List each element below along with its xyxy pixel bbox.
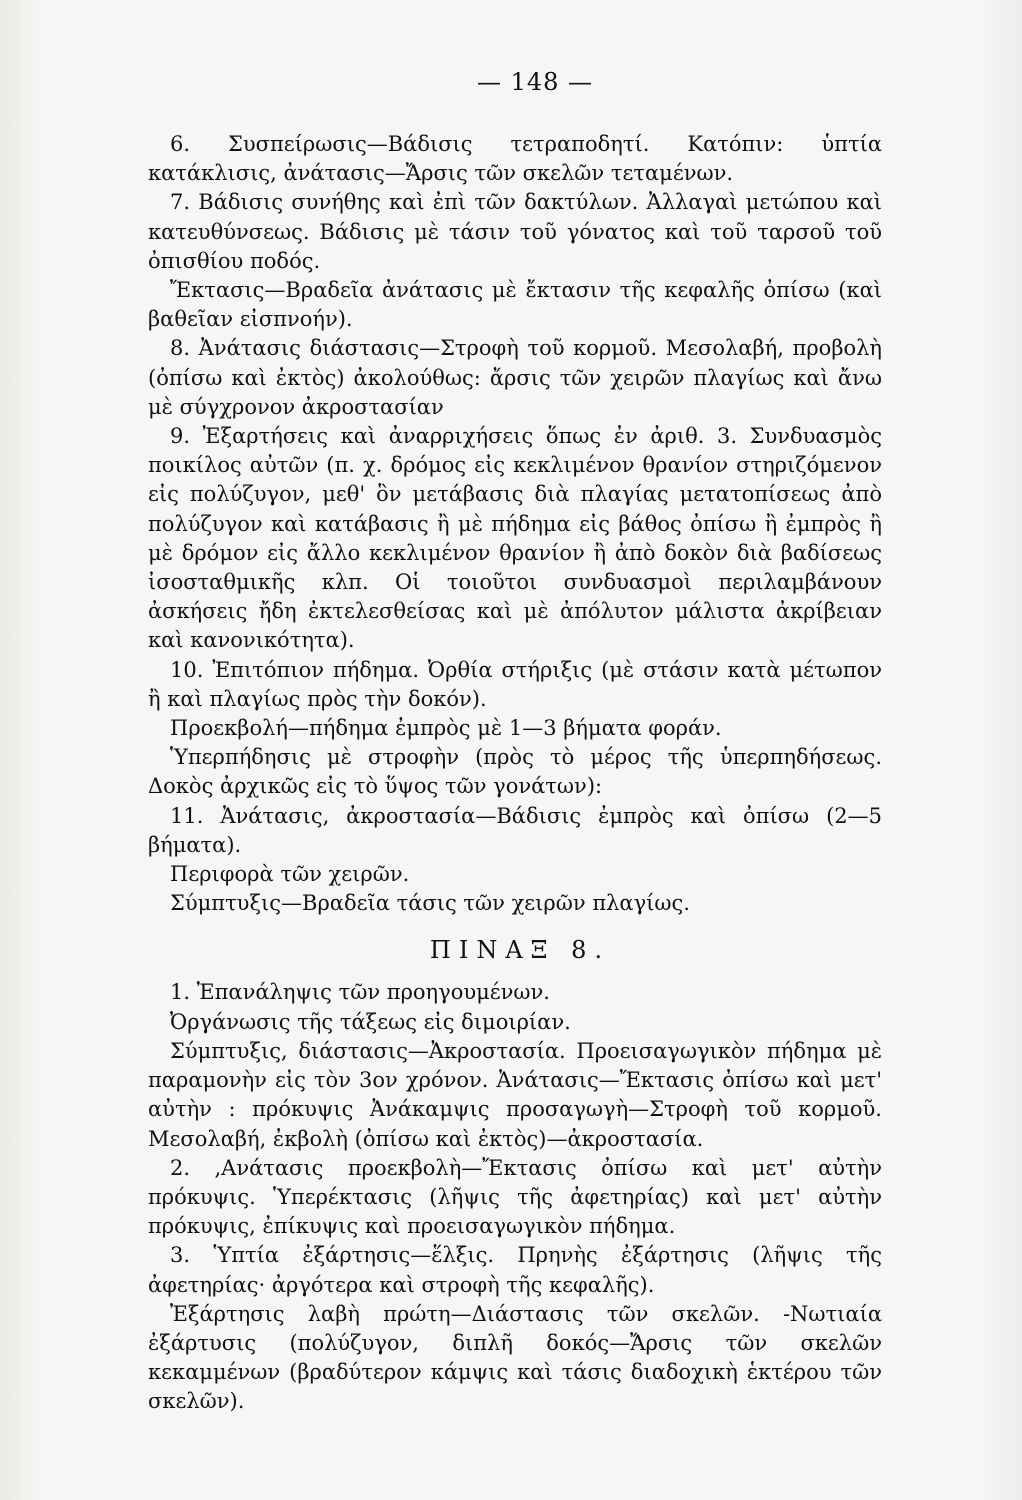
table8-item-1: 1. Ἐπανάληψις τῶν προηγουμένων. [170, 980, 550, 1005]
page-number: — 148 — [476, 68, 594, 96]
table8-symptyxis: Σύμπτυξις, διάστασις—Ἀκροστασία. Προεισαγωγικὸν πήδημα μὲ παραμονὴν εἰς τὸν 3ον χρόνον. Ἀνάτασις—Ἔκτασις ὀπίσω καὶ μετ' αὐτὴν : πρόκυψις Ἀνάκαμψις προσαγωγὴ—Στροφὴ τοῦ κορμοῦ. Μεσολαβή, ἐκβολὴ (ὀπίσω καὶ ἐκτὸς)—ἀκροστασία. [148, 1038, 882, 1151]
table8-item-3: 3. Ὑπτία ἐξάρτησις—ἕλξις. Πρηνὴς ἐξάρτησις (λῆψις τῆς ἀφετηρίας· ἀργότερα καὶ στροφὴ τῆς κεφαλῆς). [148, 1243, 882, 1297]
paragraph-periphora: Περιφορὰ τῶν χειρῶν. [170, 862, 410, 887]
table8-item-2: 2. ,Ανάτασις προεκβολὴ—Ἔκτασις ὀπίσω καὶ μετ' αὐτὴν πρόκυψις. Ὑπερέκτασις (λῆψις τῆς ἀφετηρίας) καὶ μετ' αὐτὴν πρόκυψις, ἐπίκυψις καὶ προεισαγωγικὸν πήδημα. [148, 1155, 882, 1239]
paragraph-7: 7. Βάδισις συνήθης καὶ ἐπὶ τῶν δακτύλων. Ἀλλαγαὶ μετώπου καὶ κατευθύνσεως. Βάδισις μὲ τάσιν τοῦ γόνατος καὶ τοῦ ταρσοῦ τοῦ ὀπισθίου ποδός. [148, 190, 882, 273]
paragraph-10: 10. Ἐπιτόπιον πήδημα. Ὀρθία στήριξις (μὲ στάσιν κατὰ μέτωπον ἢ καὶ πλαγίως πρὸς τὴν δοκόν). [148, 657, 882, 711]
paragraph-9: 9. Ἐξαρτήσεις καὶ ἀναρριχήσεις ὅπως ἐν ἀριθ. 3. Συνδυασμὸς ποικίλος αὐτῶν (π. χ. δρόμος εἰς κεκλιμένον θρανίον στηριζόμενον εἰς πολύζυγον, μεθ' ὃν μετάβασις διὰ πλαγίας μετατοπίσεως ἀπὸ πολύζυγον καὶ κατάβασις ἢ μὲ πήδημα εἰς βάθος ὀπίσω ἢ ἐμπρὸς ἢ μὲ δρόμον εἰς ἄλλο κεκλιμένον θρανίον ἢ ἀπὸ δοκὸν διὰ βαδίσεως ἰσοσταθμικῆς κλπ. Οἱ τοιοῦτοι συνδυασμοὶ περιλαμβάνουν ἀσκήσεις ἤδη ἐκτελεσθείσας καὶ μὲ ἀπόλυτον μάλιστα ἀκρίβειαν καὶ κανονικότητα). [148, 424, 882, 653]
paragraph-symptyxis: Σύμπτυξις—Βραδεῖα τάσις τῶν χειρῶν πλαγίως. [170, 891, 690, 916]
section-title: ΠΙΝΑΞ 8. [429, 936, 611, 965]
paragraph-11: 11. Ἀνάτασις, ἀκροστασία—Βάδισις ἐμπρὸς καὶ ὀπίσω (2—5 βήματα). [148, 803, 882, 857]
paragraph-ektasis: Ἔκτασις—Βραδεῖα ἀνάτασις μὲ ἔκτασιν τῆς κεφαλῆς ὀπίσω (καὶ βαθεῖαν εἰσπνοήν). [148, 278, 882, 332]
paragraph-8: 8. Ἀνάτασις διάστασις—Στροφὴ τοῦ κορμοῦ. Μεσολαβή, προβολὴ (ὀπίσω καὶ ἐκτὸς) ἀκολούθως: ἄρσις τῶν χειρῶν πλαγίως καὶ ἄνω μὲ σύγχρονον ἀκροστασίαν [148, 336, 882, 419]
table8-organosis: Ὀργάνωσις τῆς τάξεως εἰς διμοιρίαν. [170, 1009, 571, 1034]
paragraph-6: 6. Συσπείρωσις—Βάδισις τετραποδητί. Κατόπιν: ὑπτία κατάκλισις, ἀνάτασις—Ἄρσις τῶν σκελῶν τεταμένων. [148, 132, 882, 186]
table8-exartisis: Ἐξάρτησις λαβὴ πρώτη—Διάστασις τῶν σκελῶν. -Νωτιαία ἐξάρτυσις (πολύζυγον, διπλῆ δοκός—Ἄρσις τῶν σκελῶν κεκαμμένων (βραδύτερον κάμψις καὶ τάσις διαδοχικὴ ἑκτέρου τῶν σκελῶν). [148, 1301, 882, 1414]
paragraph-yperpidisis: Ὑπερπήδησις μὲ στροφὴν (πρὸς τὸ μέρος τῆς ὑπερπηδήσεως. Δοκὸς ἀρχικῶς εἰς τὸ ὕψος τῶν γονάτων): [148, 745, 882, 799]
paragraph-proekvoli: Προεκβολή—πήδημα ἐμπρὸς μὲ 1—3 βήματα φοράν. [170, 716, 722, 741]
